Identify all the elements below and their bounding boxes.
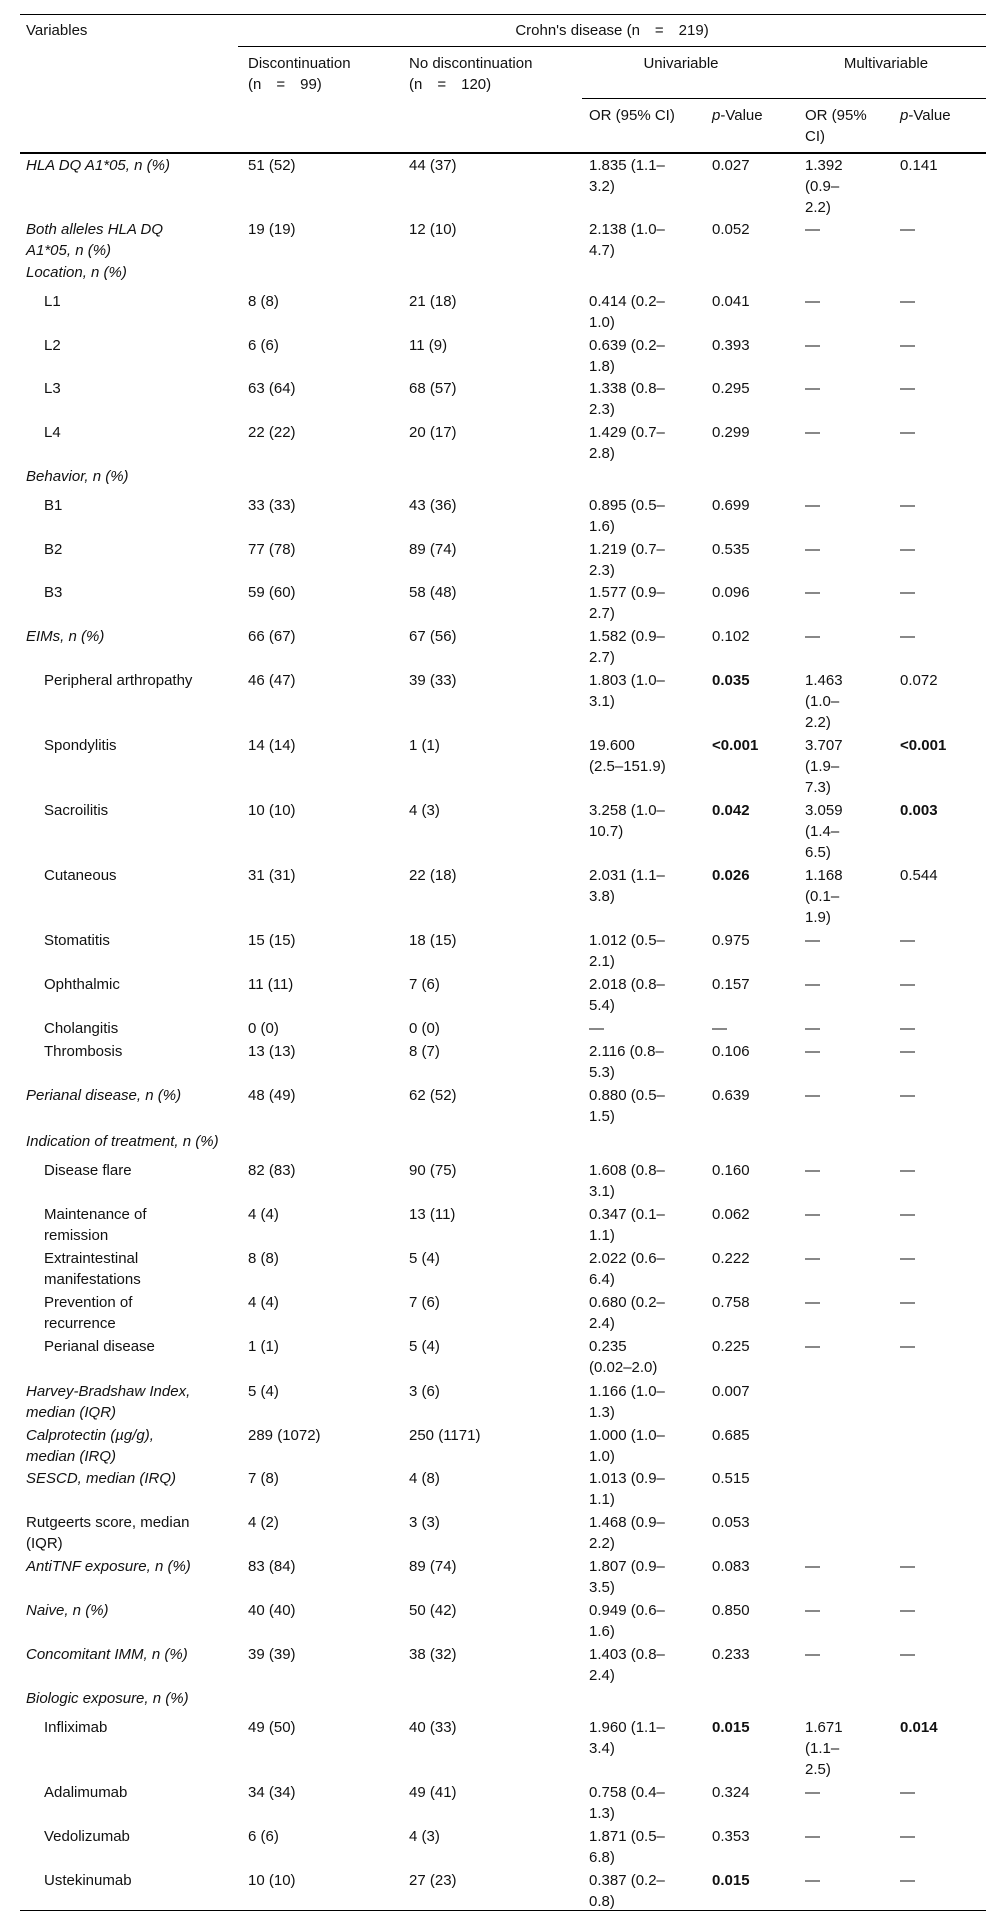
cell-or-multivariable: — [805,584,820,601]
cell-discontinuation: 46 (47) [248,672,296,689]
cell-or-multivariable: 1.392 (0.9– 2.2) [805,157,843,216]
cell-p-multivariable: — [900,1043,915,1060]
cell-p-univariable: 0.535 [712,541,750,558]
cell-or-univariable: 3.258 (1.0– 10.7) [589,802,665,840]
cell-or-multivariable: — [805,1558,820,1575]
cell-discontinuation: 4 (2) [248,1514,279,1531]
cell-discontinuation: 10 (10) [248,1872,296,1889]
cell-no-discontinuation: 12 (10) [409,221,457,238]
row-label: Indication of treatment, n (%) [26,1133,219,1150]
cell-or-univariable: 1.871 (0.5– 6.8) [589,1828,665,1866]
cell-or-univariable: 1.429 (0.7– 2.8) [589,424,665,462]
cell-or-multivariable: — [805,1250,820,1267]
cell-no-discontinuation: 8 (7) [409,1043,440,1060]
cell-no-discontinuation: 50 (42) [409,1602,457,1619]
cell-no-discontinuation: 11 (9) [409,337,448,354]
cell-or-univariable: 1.960 (1.1– 3.4) [589,1719,665,1757]
cell-p-multivariable: 0.544 [900,867,938,884]
row-label: Peripheral arthropathy [44,672,193,689]
cell-no-discontinuation: 22 (18) [409,867,457,884]
cell-discontinuation: 0 (0) [248,1020,279,1037]
row-label: B3 [44,584,63,601]
row-label: Harvey-Bradshaw Index, median (IQR) [26,1383,191,1421]
row-label: Behavior, n (%) [26,468,129,485]
row-label: Extraintestinal manifestations [44,1250,141,1288]
cell-p-univariable: 0.083 [712,1558,750,1575]
cell-discontinuation: 8 (8) [248,293,279,310]
cell-or-univariable: 0.387 (0.2– 0.8) [589,1872,665,1910]
cell-p-multivariable: 0.014 [900,1719,938,1736]
cell-no-discontinuation: 0 (0) [409,1020,440,1037]
cell-p-univariable: 0.007 [712,1383,750,1400]
cell-p-univariable: 0.758 [712,1294,750,1311]
cell-p-univariable: 0.015 [712,1719,750,1736]
cell-discontinuation: 6 (6) [248,1828,279,1845]
cell-or-multivariable: 1.463 (1.0– 2.2) [805,672,843,731]
cell-p-univariable: 0.052 [712,221,750,238]
cell-p-univariable: 0.685 [712,1427,750,1444]
cell-no-discontinuation: 68 (57) [409,380,457,397]
cell-p-univariable: 0.035 [712,672,750,689]
cell-p-multivariable: — [900,932,915,949]
row-label: Cholangitis [44,1020,119,1037]
row-label: Maintenance of remission [44,1206,147,1244]
header-bottom-rule [20,152,986,154]
cell-discontinuation: 51 (52) [248,157,296,174]
cell-or-univariable: 0.949 (0.6– 1.6) [589,1602,665,1640]
cell-p-univariable: 0.393 [712,337,750,354]
cell-discontinuation: 10 (10) [248,802,296,819]
row-label: Sacroilitis [44,802,109,819]
row-label: L3 [44,380,61,397]
cell-no-discontinuation: 38 (32) [409,1646,457,1663]
cell-or-multivariable: 3.707 (1.9– 7.3) [805,737,843,796]
cell-or-multivariable: — [805,380,820,397]
cell-discontinuation: 34 (34) [248,1784,296,1801]
cell-p-multivariable: — [900,1646,915,1663]
cell-discontinuation: 59 (60) [248,584,296,601]
row-label: Disease flare [44,1162,132,1179]
cell-p-univariable: 0.515 [712,1470,750,1487]
cell-no-discontinuation: 90 (75) [409,1162,457,1179]
cell-p-univariable: 0.295 [712,380,750,397]
row-label: SESCD, median (IRQ) [26,1470,177,1487]
cell-discontinuation: 33 (33) [248,497,296,514]
cell-p-univariable: 0.026 [712,867,750,884]
row-label: Both alleles HLA DQ A1*05, n (%) [26,221,164,259]
cell-p-multivariable: — [900,1828,915,1845]
cell-or-univariable: 1.608 (0.8– 3.1) [589,1162,665,1200]
cell-p-univariable: 0.027 [712,157,750,174]
cell-p-multivariable: <0.001 [900,737,947,754]
cell-p-univariable: 0.062 [712,1206,750,1223]
cell-or-multivariable: 3.059 (1.4– 6.5) [805,802,843,861]
cell-or-univariable: 1.835 (1.1– 3.2) [589,157,665,195]
cell-p-univariable: — [712,1020,727,1037]
col-header-or-multi: OR (95% CI) [805,107,867,145]
cell-p-univariable: 0.324 [712,1784,750,1801]
cell-no-discontinuation: 4 (3) [409,802,440,819]
row-label: Perianal disease, n (%) [26,1087,182,1104]
cell-discontinuation: 19 (19) [248,221,296,238]
cell-or-univariable: 19.600 (2.5–151.9) [589,737,666,775]
row-label: L4 [44,424,61,441]
cell-p-multivariable: — [900,628,915,645]
cell-or-multivariable: — [805,1828,820,1845]
cell-or-multivariable: 1.168 (0.1– 1.9) [805,867,843,926]
cell-or-univariable: 0.347 (0.1– 1.1) [589,1206,665,1244]
cell-p-multivariable: — [900,424,915,441]
cell-discontinuation: 7 (8) [248,1470,279,1487]
group-rule [238,46,986,47]
cell-or-univariable: 0.758 (0.4– 1.3) [589,1784,665,1822]
cell-p-univariable: 0.639 [712,1087,750,1104]
col-header-or-uni: OR (95% CI) [589,107,675,124]
cell-p-univariable: 0.053 [712,1514,750,1531]
cell-p-univariable: 0.222 [712,1250,750,1267]
cell-or-multivariable: — [805,1206,820,1223]
cell-p-multivariable: — [900,1250,915,1267]
cell-p-multivariable: — [900,497,915,514]
row-label: Biologic exposure, n (%) [26,1690,189,1707]
cell-or-univariable: 0.414 (0.2– 1.0) [589,293,665,331]
analysis-rule [582,98,986,99]
cell-discontinuation: 22 (22) [248,424,296,441]
cell-p-multivariable: — [900,1294,915,1311]
cell-or-univariable: 1.582 (0.9– 2.7) [589,628,665,666]
cell-or-univariable: 0.895 (0.5– 1.6) [589,497,665,535]
col-header-p-multi: p-Value [900,107,951,124]
cell-or-univariable: 1.166 (1.0– 1.3) [589,1383,665,1421]
cell-p-multivariable: — [900,1872,915,1889]
cell-no-discontinuation: 89 (74) [409,1558,457,1575]
cell-or-univariable: 1.012 (0.5– 2.1) [589,932,665,970]
row-label: Concomitant IMM, n (%) [26,1646,188,1663]
cell-or-multivariable: — [805,1646,820,1663]
cell-p-univariable: 0.975 [712,932,750,949]
cell-p-multivariable: — [900,380,915,397]
row-label: B1 [44,497,63,514]
row-label: Ophthalmic [44,976,120,993]
cell-p-univariable: 0.042 [712,802,750,819]
cell-or-multivariable: — [805,1087,820,1104]
cell-p-multivariable: — [900,1206,915,1223]
cell-p-univariable: <0.001 [712,737,759,754]
cell-p-multivariable: — [900,1602,915,1619]
cell-p-multivariable: — [900,221,915,238]
cell-or-univariable: 1.468 (0.9– 2.2) [589,1514,665,1552]
cell-no-discontinuation: 4 (8) [409,1470,440,1487]
cell-or-univariable: 1.338 (0.8– 2.3) [589,380,665,418]
cell-or-univariable: 0.639 (0.2– 1.8) [589,337,665,375]
cell-or-multivariable: — [805,1872,820,1889]
cell-or-univariable: 0.680 (0.2– 2.4) [589,1294,665,1332]
cell-discontinuation: 77 (78) [248,541,296,558]
cell-p-univariable: 0.157 [712,976,750,993]
col-header-no-discontinuation: No discontinuation (n = 120) [409,55,533,93]
cell-no-discontinuation: 3 (3) [409,1514,440,1531]
cell-discontinuation: 4 (4) [248,1294,279,1311]
row-label: L1 [44,293,61,310]
cell-or-multivariable: — [805,1020,820,1037]
cell-or-multivariable: — [805,1294,820,1311]
row-label: Infliximab [44,1719,108,1736]
cell-or-multivariable: — [805,541,820,558]
cell-p-multivariable: — [900,1784,915,1801]
cell-p-multivariable: — [900,541,915,558]
cell-or-multivariable: — [805,1602,820,1619]
cell-p-univariable: 0.850 [712,1602,750,1619]
row-label: Ustekinumab [44,1872,132,1889]
cell-discontinuation: 63 (64) [248,380,296,397]
cell-or-univariable: 1.013 (0.9– 1.1) [589,1470,665,1508]
cell-no-discontinuation: 7 (6) [409,1294,440,1311]
cell-no-discontinuation: 62 (52) [409,1087,457,1104]
cell-or-univariable: 1.577 (0.9– 2.7) [589,584,665,622]
cell-p-multivariable: — [900,1087,915,1104]
cell-p-multivariable: — [900,337,915,354]
cell-p-multivariable: — [900,584,915,601]
cell-no-discontinuation: 7 (6) [409,976,440,993]
cell-no-discontinuation: 3 (6) [409,1383,440,1400]
cell-p-univariable: 0.106 [712,1043,750,1060]
col-header-discontinuation: Discontinuation (n = 99) [248,55,351,93]
cell-p-multivariable: 0.072 [900,672,938,689]
cell-discontinuation: 40 (40) [248,1602,296,1619]
cell-no-discontinuation: 40 (33) [409,1719,457,1736]
cell-discontinuation: 5 (4) [248,1383,279,1400]
table-top-rule [20,14,986,15]
cell-no-discontinuation: 21 (18) [409,293,457,310]
cell-discontinuation: 39 (39) [248,1646,296,1663]
cell-p-univariable: 0.299 [712,424,750,441]
row-label: Vedolizumab [44,1828,130,1845]
cell-discontinuation: 13 (13) [248,1043,296,1060]
cell-p-univariable: 0.353 [712,1828,750,1845]
cell-p-univariable: 0.096 [712,584,750,601]
cell-no-discontinuation: 43 (36) [409,497,457,514]
col-header-variables: Variables [26,22,88,39]
cell-or-multivariable: — [805,976,820,993]
row-label: Thrombosis [44,1043,123,1060]
cell-discontinuation: 48 (49) [248,1087,296,1104]
row-label: L2 [44,337,61,354]
cell-discontinuation: 6 (6) [248,337,279,354]
cell-no-discontinuation: 27 (23) [409,1872,457,1889]
row-label: Calprotectin (µg/g), median (IRQ) [26,1427,154,1465]
table-bottom-rule [20,1910,986,1911]
cell-or-multivariable: — [805,293,820,310]
cell-p-multivariable: 0.141 [900,157,938,174]
cell-or-univariable: 0.235 (0.02–2.0) [589,1338,658,1376]
cell-p-univariable: 0.015 [712,1872,750,1889]
cell-discontinuation: 4 (4) [248,1206,279,1223]
cell-or-multivariable: — [805,1338,820,1355]
cell-or-univariable: 1.807 (0.9– 3.5) [589,1558,665,1596]
cell-no-discontinuation: 5 (4) [409,1338,440,1355]
cell-or-multivariable: — [805,337,820,354]
row-label: Rutgeerts score, median (IQR) [26,1514,190,1552]
row-label: Spondylitis [44,737,117,754]
row-label: EIMs, n (%) [26,628,105,645]
col-header-group: Crohn's disease (n = 219) [515,22,709,39]
cell-or-multivariable: — [805,628,820,645]
row-label: HLA DQ A1*05, n (%) [26,157,170,174]
cell-no-discontinuation: 67 (56) [409,628,457,645]
cell-or-multivariable: — [805,1043,820,1060]
col-header-p-uni: p-Value [712,107,763,124]
cell-p-univariable: 0.233 [712,1646,750,1663]
cell-p-multivariable: — [900,976,915,993]
cell-discontinuation: 15 (15) [248,932,296,949]
row-label: B2 [44,541,63,558]
row-label: Perianal disease [44,1338,155,1355]
col-header-multivariable: Multivariable [843,55,929,72]
cell-no-discontinuation: 1 (1) [409,737,440,754]
cell-no-discontinuation: 250 (1171) [409,1427,481,1444]
cell-or-multivariable: 1.671 (1.1– 2.5) [805,1719,843,1778]
row-label: Prevention of recurrence [44,1294,133,1332]
cell-no-discontinuation: 49 (41) [409,1784,457,1801]
cell-discontinuation: 49 (50) [248,1719,296,1736]
cell-p-multivariable: — [900,1020,915,1037]
cell-or-univariable: 0.880 (0.5– 1.5) [589,1087,665,1125]
cell-p-univariable: 0.102 [712,628,750,645]
cell-no-discontinuation: 58 (48) [409,584,457,601]
cell-no-discontinuation: 13 (11) [409,1206,456,1223]
cell-p-multivariable: — [900,1338,915,1355]
row-label: Adalimumab [44,1784,128,1801]
cell-p-univariable: 0.041 [712,293,750,310]
col-header-univariable: Univariable [643,55,719,72]
cell-or-univariable: 1.219 (0.7– 2.3) [589,541,665,579]
cell-no-discontinuation: 44 (37) [409,157,457,174]
cell-or-univariable: 2.138 (1.0– 4.7) [589,221,665,259]
cell-discontinuation: 83 (84) [248,1558,296,1575]
cell-no-discontinuation: 4 (3) [409,1828,440,1845]
cell-or-univariable: 1.403 (0.8– 2.4) [589,1646,665,1684]
cell-or-multivariable: — [805,424,820,441]
cell-no-discontinuation: 89 (74) [409,541,457,558]
cell-no-discontinuation: 39 (33) [409,672,457,689]
cell-or-univariable: 2.018 (0.8– 5.4) [589,976,665,1014]
cell-discontinuation: 82 (83) [248,1162,296,1179]
cell-p-multivariable: — [900,1162,915,1179]
cell-p-multivariable: — [900,1558,915,1575]
cell-discontinuation: 11 (11) [248,976,294,993]
cell-or-multivariable: — [805,221,820,238]
cell-or-univariable: 1.000 (1.0– 1.0) [589,1427,665,1465]
row-label: Cutaneous [44,867,117,884]
cell-p-multivariable: 0.003 [900,802,938,819]
cell-or-univariable: 2.031 (1.1– 3.8) [589,867,665,905]
cell-or-univariable: — [589,1020,604,1037]
cell-no-discontinuation: 5 (4) [409,1250,440,1267]
cell-p-univariable: 0.225 [712,1338,750,1355]
cell-or-univariable: 2.116 (0.8– 5.3) [589,1043,664,1081]
cell-or-multivariable: — [805,1162,820,1179]
cell-discontinuation: 31 (31) [248,867,296,884]
cell-p-univariable: 0.160 [712,1162,750,1179]
cell-discontinuation: 66 (67) [248,628,296,645]
cell-discontinuation: 14 (14) [248,737,296,754]
cell-discontinuation: 1 (1) [248,1338,279,1355]
cell-or-multivariable: — [805,1784,820,1801]
cell-no-discontinuation: 20 (17) [409,424,457,441]
cell-or-multivariable: — [805,497,820,514]
row-label: AntiTNF exposure, n (%) [26,1558,191,1575]
cell-or-multivariable: — [805,932,820,949]
row-label: Location, n (%) [26,264,127,281]
row-label: Naive, n (%) [26,1602,109,1619]
results-table [20,0,986,1927]
row-label: Stomatitis [44,932,110,949]
cell-p-multivariable: — [900,293,915,310]
cell-discontinuation: 8 (8) [248,1250,279,1267]
cell-or-univariable: 2.022 (0.6– 6.4) [589,1250,665,1288]
cell-p-univariable: 0.699 [712,497,750,514]
cell-discontinuation: 289 (1072) [248,1427,321,1444]
cell-no-discontinuation: 18 (15) [409,932,457,949]
cell-or-univariable: 1.803 (1.0– 3.1) [589,672,665,710]
